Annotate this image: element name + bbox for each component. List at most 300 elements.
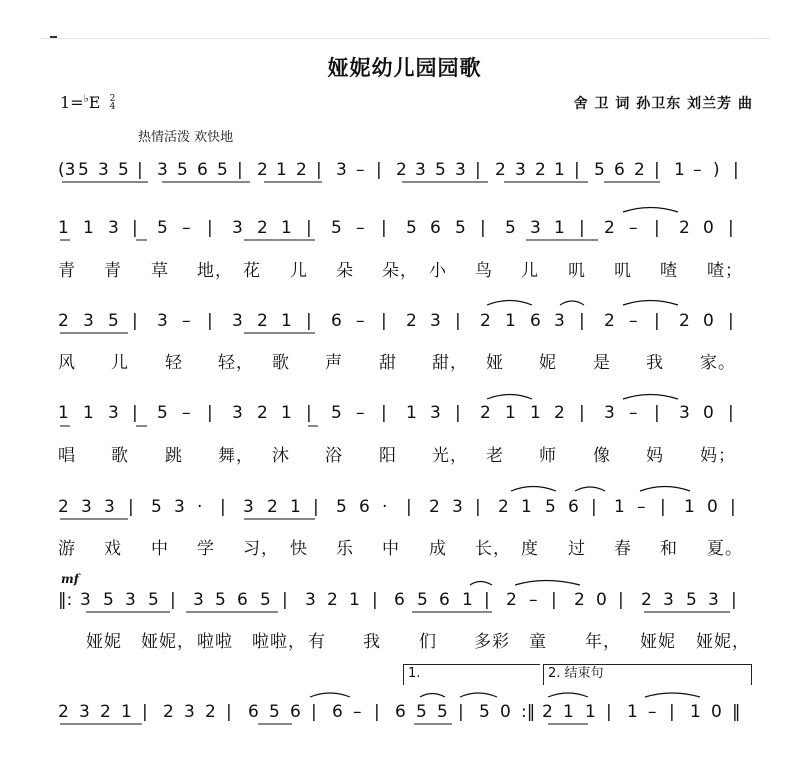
notation-token: | — [128, 497, 134, 517]
notation-token: 1 — [505, 403, 516, 423]
notation-token: | — [381, 218, 387, 238]
notation-token: 0 — [703, 403, 714, 423]
lyric-token: 有 — [308, 632, 326, 652]
lyrics-line-5 — [58, 534, 753, 558]
notation-token: | — [551, 590, 557, 610]
notation-token: · — [382, 497, 388, 517]
lyric-token: 浴 — [325, 446, 343, 466]
notation-token: 2 — [429, 497, 440, 517]
notation-token: | — [654, 403, 660, 423]
key-note: E — [88, 93, 101, 112]
notation-token: 2 — [58, 311, 69, 331]
notation-token: | — [579, 403, 585, 423]
notation-token: 3 — [455, 160, 466, 180]
lyric-token: 叽 — [568, 261, 586, 281]
lyrics-line-6 — [86, 627, 751, 651]
notation-token: | — [282, 590, 288, 610]
lyric-token: 游 — [58, 539, 76, 559]
notation-token: | — [374, 702, 380, 722]
notation-token: | — [733, 160, 739, 180]
slur — [560, 301, 584, 305]
notation-token: 5 — [594, 160, 605, 180]
notation-token: 5 — [269, 702, 280, 722]
lyric-token: 唱 — [58, 446, 76, 466]
notation-token: 3 — [604, 403, 615, 423]
lyric-token: 草 — [151, 261, 169, 281]
notation-token: 2 — [257, 403, 268, 423]
notation-token: 0 — [707, 497, 718, 517]
notation-token: 5 — [260, 590, 271, 610]
slur — [623, 301, 678, 306]
notation-token: | — [618, 590, 624, 610]
notation-token: | — [475, 160, 481, 180]
second-ending-bracket — [543, 664, 752, 685]
notation-token: – — [182, 311, 191, 331]
lyric-token: 中 — [151, 539, 169, 559]
notation-token: – — [637, 497, 646, 517]
notation-token: 3 — [554, 311, 565, 331]
lyric-token: 小 — [429, 261, 447, 281]
lyric-token: 快 — [290, 539, 308, 559]
notation-token: 5 — [416, 702, 427, 722]
notation-token: 3 — [184, 702, 195, 722]
notation-token: 3 — [157, 160, 168, 180]
notation-token: 3 — [336, 160, 347, 180]
notation-token: 3 — [157, 311, 168, 331]
notation-token: 2 — [396, 160, 407, 180]
notation-token: 6 — [439, 590, 450, 610]
notation-token: 1 — [58, 403, 69, 423]
notation-token: – — [629, 403, 638, 423]
notation-token: 5 — [437, 702, 448, 722]
tempo-marking: 热情活泼 欢快地 — [138, 130, 234, 145]
notation-token: | — [207, 403, 213, 423]
lyric-token: 儿 — [111, 353, 129, 373]
slur — [623, 395, 678, 400]
notation-token: | — [728, 311, 734, 331]
lyric-token: 朵 — [336, 261, 354, 281]
notation-token: 1 — [563, 702, 574, 722]
notation-token: 1 — [521, 497, 532, 517]
lyric-token: 娅妮， — [141, 632, 195, 652]
lyric-token: 喳 — [660, 261, 678, 281]
notation-line-2 — [58, 218, 753, 244]
notation-token: 1 — [627, 702, 638, 722]
notation-token: 6 — [359, 497, 370, 517]
notation-token: 3 — [415, 160, 426, 180]
lyric-token: 甜， — [432, 353, 468, 373]
notation-token: 3 — [663, 590, 674, 610]
notation-token: 1 — [690, 702, 701, 722]
slur — [487, 301, 532, 306]
lyric-token: 歌 — [111, 446, 129, 466]
notation-token: ‖ — [732, 702, 741, 722]
notation-token: 5 — [157, 218, 168, 238]
notation-token: 2 — [679, 218, 690, 238]
notation-token: 1 — [349, 590, 360, 610]
lyric-token: 春 — [614, 539, 632, 559]
notation-token: 2 — [554, 403, 565, 423]
first-ending-label: 1. — [408, 666, 421, 681]
notation-token: 2 — [205, 702, 216, 722]
notation-token: 2 — [498, 497, 509, 517]
notation-token: (3 — [58, 160, 76, 180]
notation-token: 3 — [125, 590, 136, 610]
notation-token: 3 — [232, 311, 243, 331]
notation-token: 2 — [604, 218, 615, 238]
notation-token: 3 — [430, 311, 441, 331]
lyric-token: 过 — [568, 539, 586, 559]
notation-token: 2 — [604, 311, 615, 331]
time-top: 2 — [109, 94, 116, 104]
notation-token: | — [455, 403, 461, 423]
notation-token: | — [381, 403, 387, 423]
notation-token: | — [579, 218, 585, 238]
notation-token: 3 — [83, 311, 94, 331]
notation-token: 2 — [542, 702, 553, 722]
notation-token: 2 — [679, 311, 690, 331]
notation-token: | — [376, 160, 382, 180]
lyric-token: 鸟 — [475, 261, 493, 281]
lyric-token: 师 — [539, 446, 557, 466]
notation-token: | — [381, 311, 387, 331]
lyric-token: 娅妮 — [86, 632, 122, 652]
notation-token: 6 — [290, 702, 301, 722]
notation-token: 5 — [686, 590, 697, 610]
lyric-token: 娅 — [486, 353, 504, 373]
notation-token: – — [356, 403, 365, 423]
lyrics-line-4 — [58, 441, 753, 465]
slur — [420, 694, 445, 698]
notation-token: 1 — [505, 311, 516, 331]
notation-token: 5 — [336, 497, 347, 517]
notation-token: 3 — [108, 218, 119, 238]
notation-token: 3 — [80, 590, 91, 610]
slur — [470, 582, 492, 586]
lyrics-line-3 — [58, 348, 753, 372]
notation-token: – — [356, 160, 365, 180]
lyric-token: 成 — [429, 539, 447, 559]
notation-token: – — [648, 702, 657, 722]
notation-token: 2 — [267, 497, 278, 517]
lyric-token: 跳 — [165, 446, 183, 466]
notation-token: 6 — [614, 160, 625, 180]
notation-line-4 — [58, 403, 753, 429]
notation-token: 1 — [674, 160, 685, 180]
notation-token: 3 — [104, 497, 115, 517]
header-rule — [40, 38, 770, 39]
notation-token: 2 — [480, 403, 491, 423]
lyric-token: 多彩 — [474, 632, 510, 652]
notation-token: 6 — [237, 590, 248, 610]
slur — [575, 487, 605, 491]
notation-token: 1 — [281, 311, 292, 331]
notation-token: 5 — [479, 702, 490, 722]
notation-token: 3 — [232, 403, 243, 423]
notation-token: 0 — [703, 311, 714, 331]
notation-token: 1 — [281, 218, 292, 238]
notation-token: | — [220, 497, 226, 517]
lyric-token: 青 — [104, 261, 122, 281]
notation-token: | — [480, 218, 486, 238]
notation-token: 6 — [248, 702, 259, 722]
notation-token: 0 — [596, 590, 607, 610]
lyric-token: 啦啦， — [252, 632, 306, 652]
notation-token: ‖: — [58, 590, 73, 610]
first-ending-bracket — [403, 664, 540, 685]
lyric-token: 和 — [660, 539, 678, 559]
lyric-token: 我 — [363, 632, 381, 652]
notation-token: | — [237, 160, 243, 180]
notation-token: 5 — [331, 218, 342, 238]
notation-token: | — [306, 311, 312, 331]
notation-token: – — [629, 218, 638, 238]
notation-token: 6 — [568, 497, 579, 517]
notation-token: 1 — [276, 160, 287, 180]
second-ending-label: 2. 结束句 — [548, 666, 604, 681]
notation-token: – — [353, 702, 362, 722]
notation-token: 6 — [331, 311, 342, 331]
notation-token: 1 — [585, 702, 596, 722]
lyric-token: 喳； — [707, 261, 743, 281]
lyric-token: 我 — [646, 353, 664, 373]
notation-token: 5 — [78, 160, 89, 180]
lyric-token: 中 — [382, 539, 400, 559]
notation-token: – — [182, 218, 191, 238]
slur — [460, 693, 497, 697]
notation-token: – — [356, 311, 365, 331]
notation-token: 1 — [281, 403, 292, 423]
notation-token: 3 — [193, 590, 204, 610]
lyric-token: 年， — [585, 632, 621, 652]
lyric-token: 声 — [325, 353, 343, 373]
lyric-token: 叽 — [614, 261, 632, 281]
notation-token: 3 — [305, 590, 316, 610]
notation-token: | — [306, 218, 312, 238]
lyric-token: 地， — [197, 261, 233, 281]
lyric-token: 儿 — [521, 261, 539, 281]
lyric-token: 妮 — [539, 353, 557, 373]
lyric-token: 舞， — [218, 446, 254, 466]
dynamic-mf: mf — [61, 572, 79, 586]
notation-token: | — [313, 497, 319, 517]
notation-token: 2 — [257, 218, 268, 238]
lyric-token: 青 — [58, 261, 76, 281]
notation-token: | — [731, 590, 737, 610]
notation-token: – — [182, 403, 191, 423]
notation-token: | — [730, 497, 736, 517]
notation-line-5 — [58, 497, 753, 523]
lyric-token: 沐 — [272, 446, 290, 466]
lyric-token: 风 — [58, 353, 76, 373]
notation-token: 6 — [430, 218, 441, 238]
notation-token: | — [660, 497, 666, 517]
notation-token: – — [629, 311, 638, 331]
notation-token: 1 — [462, 590, 473, 610]
notation-token: | — [574, 160, 580, 180]
slur — [623, 208, 678, 213]
lyrics-line-2 — [58, 256, 753, 280]
notation-token: 5 — [177, 160, 188, 180]
notation-token: 3 — [679, 403, 690, 423]
lyric-token: 习， — [243, 539, 279, 559]
notation-token: 0 — [703, 218, 714, 238]
notation-token: | — [606, 702, 612, 722]
notation-token: 2 — [641, 590, 652, 610]
notation-token: 6 — [332, 702, 343, 722]
lyric-token: 轻， — [218, 353, 254, 373]
notation-token: | — [137, 160, 143, 180]
notation-token: 1 — [554, 218, 565, 238]
notation-token: 5 — [505, 218, 516, 238]
notation-token: 1 — [121, 702, 132, 722]
notation-token: 3 — [174, 497, 185, 517]
key-prefix: 1= — [60, 93, 84, 112]
notation-token: | — [142, 702, 148, 722]
song-title: 娅妮幼儿园园歌 — [327, 55, 482, 80]
lyric-token: 夏。 — [707, 539, 743, 559]
notation-token: 5 — [331, 403, 342, 423]
notation-token: 2 — [535, 160, 546, 180]
notation-token: 3 — [243, 497, 254, 517]
notation-token: 5 — [215, 590, 226, 610]
notation-token: 2 — [480, 311, 491, 331]
notation-token: | — [226, 702, 232, 722]
notation-token: 2 — [327, 590, 338, 610]
lyric-token: 妈 — [646, 446, 664, 466]
notation-token: 2 — [257, 311, 268, 331]
key-signature — [60, 92, 115, 112]
lyric-token: 儿 — [290, 261, 308, 281]
lyric-token: 娅妮 — [640, 632, 676, 652]
slur — [645, 693, 700, 697]
notation-line-6 — [58, 590, 753, 616]
lyric-token: 歌 — [272, 353, 290, 373]
notation-token: 5 — [108, 311, 119, 331]
notation-token: – — [529, 590, 538, 610]
notation-token: | — [484, 590, 490, 610]
notation-token: 2 — [257, 160, 268, 180]
time-bottom: 4 — [109, 102, 116, 112]
notation-token: 3 — [430, 403, 441, 423]
notation-token: | — [475, 497, 481, 517]
notation-token: | — [654, 218, 660, 238]
corner-mark — [50, 36, 57, 38]
lyric-token: 娅妮， — [696, 632, 750, 652]
flat-sign: ♭ — [83, 92, 89, 105]
notation-token: 2 — [634, 160, 645, 180]
notation-token: 3 — [708, 590, 719, 610]
lyric-token: 童 — [529, 632, 547, 652]
notation-token: :‖ — [521, 702, 536, 722]
lyric-token: 是 — [593, 353, 611, 373]
notation-token: 6 — [197, 160, 208, 180]
notation-token: 1 — [290, 497, 301, 517]
notation-token: – — [356, 218, 365, 238]
notation-token: 1 — [684, 497, 695, 517]
notation-token: | — [728, 403, 734, 423]
notation-token: 2 — [100, 702, 111, 722]
slur — [515, 581, 580, 586]
lyric-token: 妈； — [700, 446, 736, 466]
notation-token: | — [591, 497, 597, 517]
notation-token: | — [132, 403, 138, 423]
notation-token: 3 — [98, 160, 109, 180]
notation-token: 1 — [83, 218, 94, 238]
notation-token: 3 — [108, 403, 119, 423]
notation-token: 2 — [506, 590, 517, 610]
notation-token: 1 — [614, 497, 625, 517]
notation-token: 2 — [58, 497, 69, 517]
notation-token: 6 — [395, 702, 406, 722]
lyric-token: 朵， — [382, 261, 418, 281]
lyric-token: 甜 — [379, 353, 397, 373]
notation-token: 2 — [58, 702, 69, 722]
notation-token: 1 — [406, 403, 417, 423]
notation-token: 5 — [417, 590, 428, 610]
notation-token: | — [306, 403, 312, 423]
notation-token: 1 — [83, 403, 94, 423]
notation-token: 0 — [500, 702, 511, 722]
notation-token: 2 — [574, 590, 585, 610]
notation-token: | — [207, 311, 213, 331]
notation-token: 1 — [530, 403, 541, 423]
lyric-token: 度 — [521, 539, 539, 559]
lyric-token: 轻 — [165, 353, 183, 373]
lyric-token: 老 — [486, 446, 504, 466]
notation-token: 5 — [151, 497, 162, 517]
notation-token: | — [654, 160, 660, 180]
lyric-token: 阳 — [379, 446, 397, 466]
notation-token: 1 — [554, 160, 565, 180]
notation-token: | — [311, 702, 317, 722]
credits: 舍 卫 词 孙卫东 刘兰芳 曲 — [573, 96, 753, 112]
notation-token: 3 — [452, 497, 463, 517]
notation-token: | — [669, 702, 675, 722]
notation-token: 5 — [148, 590, 159, 610]
lyric-token: 家。 — [700, 353, 736, 373]
lyric-token: 长， — [475, 539, 511, 559]
notation-token: | — [170, 590, 176, 610]
notation-token: 5 — [217, 160, 228, 180]
notation-token: – — [693, 160, 702, 180]
lyric-token: 光， — [432, 446, 468, 466]
lyric-token: 学 — [197, 539, 215, 559]
notation-token: | — [579, 311, 585, 331]
notation-line-7 — [58, 702, 753, 728]
notation-token: | — [406, 497, 412, 517]
notation-token: | — [728, 218, 734, 238]
slur — [487, 395, 532, 400]
slur — [640, 487, 690, 492]
notation-token: 1 — [58, 218, 69, 238]
notation-token: | — [132, 218, 138, 238]
notation-token: | — [316, 160, 322, 180]
notation-token: | — [372, 590, 378, 610]
notation-token: | — [455, 311, 461, 331]
notation-token: ) — [713, 160, 720, 180]
notation-token: 2 — [296, 160, 307, 180]
lyric-token: 乐 — [336, 539, 354, 559]
notation-token: 2 — [163, 702, 174, 722]
notation-token: | — [654, 311, 660, 331]
notation-token: 2 — [495, 160, 506, 180]
notation-token: 3 — [79, 702, 90, 722]
slur — [310, 693, 350, 697]
lyric-token: 们 — [419, 632, 437, 652]
notation-token: 3 — [232, 218, 243, 238]
notation-token: 5 — [406, 218, 417, 238]
